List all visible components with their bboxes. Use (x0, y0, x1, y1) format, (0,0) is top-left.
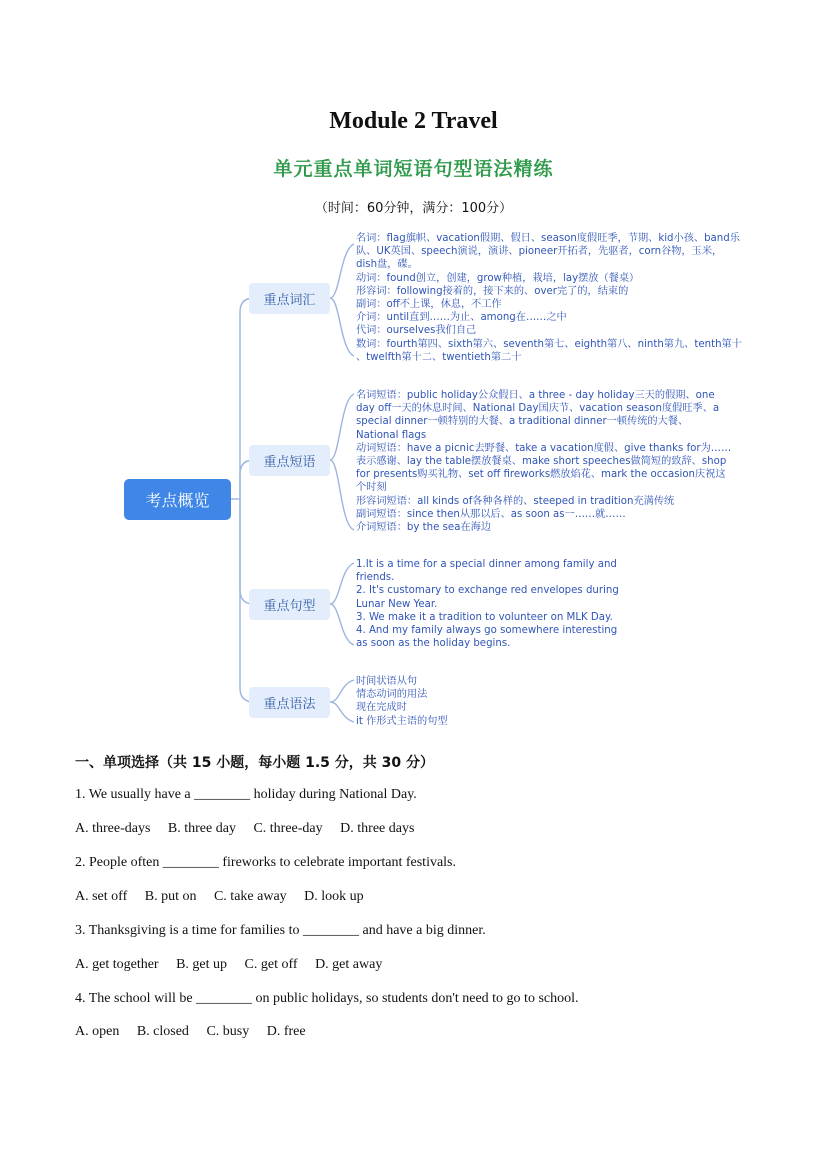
mindmap-root: 考点概览 (124, 479, 231, 520)
leaf-line: 副词：off不上课，休息，不工作 (356, 299, 502, 311)
leaf-line: 名词短语：public holiday公众假日、a three - day holiday三天的假期、one (356, 390, 715, 401)
leaf-line: for presents购买礼物、set off fireworks燃放焰花、mark the occasion庆祝这 (356, 469, 726, 481)
branch-vocabulary: 重点词汇 (249, 283, 330, 314)
bracket-phrases (330, 394, 354, 530)
option: A. open (75, 1024, 120, 1039)
leaf-line: it 作形式主语的句型 (356, 715, 448, 727)
leaf-line: National flags (356, 429, 427, 441)
question-stem: 1. We usually have a ________ holiday during National Day. (75, 787, 417, 802)
question-options (75, 821, 428, 837)
leaf-line: dish盘，碟。 (356, 259, 418, 271)
option: D. free (266, 1024, 306, 1039)
option: A. set off (75, 889, 128, 904)
bracket-vocab (330, 244, 354, 356)
leaf-line: 3. We make it a tradition to volunteer on MLK Day. (356, 611, 613, 623)
leaf-line: Lunar New Year. (356, 598, 438, 610)
page-subtitle: 单元重点单词短语句型语法精练 (273, 158, 554, 180)
leaf-line: 形容词短语：all kinds of各种各样的、steeped in tradition充满传统 (356, 495, 675, 507)
leaf-line: day off一天的休息时间、National Day国庆节、vacation season度假旺季、a (356, 403, 720, 415)
option: A. three-days (75, 821, 151, 836)
question-stem: 4. The school will be ________ on public holidays, so students don't need to go to school. (75, 991, 579, 1006)
leaf-line: 4. And my family always go somewhere interesting (356, 625, 618, 637)
leaf-line: 副词短语：since then从那以后、as soon as一……就…… (356, 508, 626, 520)
leaf-vocabulary (356, 232, 742, 364)
option: D. get away (315, 957, 383, 972)
question-options (75, 1024, 320, 1040)
branch-grammar: 重点语法 (249, 687, 330, 718)
branch-phrases: 重点短语 (249, 445, 330, 476)
leaf-line: 数词：fourth第四、sixth第六、seventh第七、eighth第八、ninth第九、tenth第十 (356, 338, 742, 350)
option: C. busy (206, 1024, 250, 1039)
time-info: （时间：60分钟，满分：100分） (314, 201, 513, 216)
option: C. get off (244, 957, 298, 972)
option: A. get together (75, 957, 159, 972)
bracket-sentences (330, 563, 354, 645)
leaf-line: special dinner一顿特别的大餐、a traditional dinner一顿传统的大餐、 (356, 416, 689, 428)
leaf-sentences (356, 558, 619, 650)
leaf-line: 现在完成时 (356, 702, 407, 714)
option: C. take away (213, 889, 287, 904)
option: D. look up (304, 889, 364, 904)
option: C. three-day (253, 821, 323, 836)
leaf-line: 时间状语从句 (356, 676, 418, 687)
leaf-line: 表示感谢、lay the table摆放餐桌、make short speeches做简短的致辞、shop (356, 456, 727, 468)
leaf-phrases (356, 389, 731, 534)
option: D. three days (340, 821, 415, 836)
option: B. put on (144, 889, 197, 904)
leaf-line: 、twelfth第十二、twentieth第二十 (356, 351, 522, 363)
option: B. three day (167, 821, 236, 836)
leaf-line: friends. (356, 572, 395, 584)
section-header: 一、单项选择（共 15 小题，每小题 1.5 分，共 30 分） (75, 755, 435, 771)
leaf-line: 名词：flag旗帜、vacation假期、假日、season度假旺季，节期、kid小孩、band乐 (356, 233, 740, 244)
leaf-line: 形容词：following接着的，接下来的、over完了的，结束的 (356, 285, 629, 297)
leaf-line: 个时刻 (356, 482, 387, 494)
leaf-line: 介词短语：by the sea在海边 (356, 522, 492, 534)
leaf-line: 代词：ourselves我们自己 (356, 325, 477, 337)
question-stem: 3. Thanksgiving is a time for families to ________ and have a big dinner. (75, 923, 486, 938)
leaf-line: 介词：until直到……为止、among在……之中 (356, 312, 567, 324)
option: B. closed (136, 1024, 189, 1039)
question-stem: 2. People often ________ fireworks to celebrate important festivals. (75, 855, 457, 870)
question-options (75, 957, 396, 973)
question-options (75, 889, 378, 905)
leaf-grammar (356, 675, 448, 728)
leaf-line: as soon as the holiday begins. (356, 638, 511, 650)
leaf-line: 情态动词的用法 (356, 689, 428, 701)
bracket-grammar (330, 680, 354, 722)
leaf-line: 2. It's customary to exchange red envelopes during (356, 585, 619, 597)
leaf-line: 队、UK英国、speech演说，演讲、pioneer开拓者，先驱者，corn谷物，玉米， (356, 246, 723, 258)
branch-sentences: 重点句型 (249, 589, 330, 620)
leaf-line: 动词：found创立，创建，grow种植，栽培，lay摆放（餐桌） (356, 272, 640, 284)
leaf-line: 动词短语：have a picnic去野餐、take a vacation度假、give thanks for为…… (356, 442, 732, 454)
option: B. get up (176, 957, 228, 972)
leaf-line: 1.It is a time for a special dinner among family and (356, 559, 617, 570)
page-title: Module 2 Travel (329, 108, 498, 134)
